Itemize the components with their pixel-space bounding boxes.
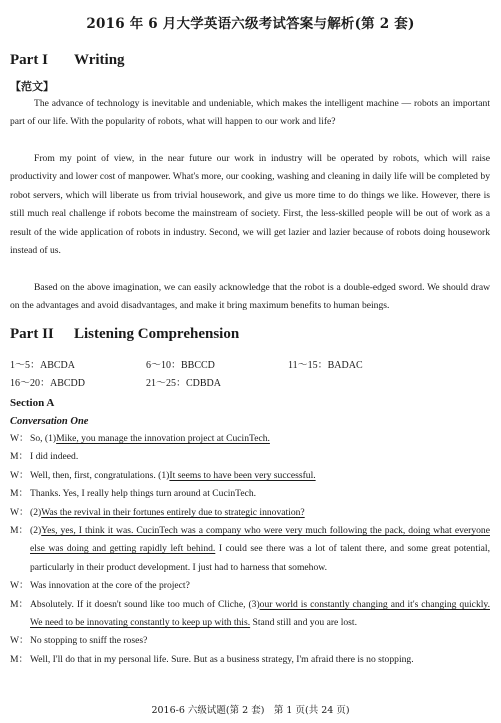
dialog xyxy=(10,430,490,669)
dialog-text: Was innovation at the core of the project? xyxy=(30,580,190,592)
page-footer: 2016-6 六级试题(第 2 套) 第 1 页(共 24 页) xyxy=(151,705,350,716)
answer-group: 11～15：BADAC xyxy=(288,360,363,371)
section-a-heading: Section A xyxy=(10,397,55,409)
speaker: M： xyxy=(10,653,29,665)
underlined-answer: Yes, yes, I think it was. CucinTech was a company who were very much following the pack, doing what everyone else was doing and getting rapidly left behind. xyxy=(30,525,490,555)
page-title: 2016 年 6 月大学英语六级考试答案与解析(第 2 套) xyxy=(86,16,415,32)
speaker: W： xyxy=(10,469,29,481)
dialog-line xyxy=(10,522,490,577)
dialog-text: Stand still and you are lost. xyxy=(250,617,357,629)
speaker: W： xyxy=(10,433,29,444)
dialog-line xyxy=(10,651,490,669)
dialog-text: (2) xyxy=(30,525,42,537)
dialog-text: Well, then, first, congratulations. (1) xyxy=(30,469,170,481)
dialog-line xyxy=(10,448,490,466)
answer-group: 6～10：BBCCD xyxy=(146,360,215,371)
dialog-line xyxy=(10,504,490,522)
conversation-heading: Conversation One xyxy=(10,416,89,427)
speaker: M： xyxy=(10,525,29,537)
part2-name: Listening Comprehension xyxy=(74,326,240,342)
essay-paragraph-1: The advance of technology is inevitable and undeniable, which makes the intelligent machine — robots an important part of our life. With the popularity of robots, what will happen to our work and life? xyxy=(10,98,490,128)
dialog-text: No stopping to sniff the roses? xyxy=(30,635,148,647)
dialog-text: Thanks. Yes, I really help things turn around at CucinTech. xyxy=(30,488,257,500)
dialog-text: Absolutely. If it doesn't sound like too much of Cliche, (3) xyxy=(30,598,260,610)
dialog-line xyxy=(10,430,490,448)
part2-heading xyxy=(10,326,239,343)
dialog-line xyxy=(10,596,490,633)
dialog-text: Well, I'll do that in my personal life. Sure. But as a business strategy, I'm afraid there is no stopping. xyxy=(30,653,414,665)
essay-paragraph-3: Based on the above imagination, we can easily acknowledge that the robot is a double-edged sword. We should draw on the advantages and avoid disadvantages, and make it bring maximum benefits to human beings. xyxy=(10,282,490,312)
underlined-answer: It seems to have been very successful. xyxy=(169,469,316,481)
answer-group: 16～20：ABCDD xyxy=(10,378,86,389)
underlined-answer: Mike, you manage the innovation project at CucinTech. xyxy=(56,433,270,444)
essay-paragraph-2: From my point of view, in the near future our work in industry will be operated by robots, which will raise productivity and lower cost of manpower. What's more, our cooking, washing and cleaning in daily life will be completed by robot servers, which will liberate us from trivial housework, and give us more time to do things we like. However, there is still much real challenge if robots become the mainstream of society. First, the less-skilled people will be out of work as a result of the wide application of robots in industry. Second, we will get lazier and lazier because of robots doing housework instead of us. xyxy=(10,153,490,257)
dialog-line xyxy=(10,485,490,503)
dialog-line xyxy=(10,632,490,650)
part1-name: Writing xyxy=(74,52,125,68)
dialog-text: I did indeed. xyxy=(30,451,79,463)
dialog-text: So, (1) xyxy=(30,433,57,444)
part2-number: Part II xyxy=(10,326,54,342)
dialog-text: (2) xyxy=(30,506,42,518)
dialog-line xyxy=(10,577,490,595)
dialog-text: I could see there was a lot of talent there, and some great potential, particularly in their product development. I just had to harness that somehow. xyxy=(30,543,490,573)
part1-heading xyxy=(10,52,125,69)
answer-group: 21～25：CDBDA xyxy=(146,378,222,389)
part1-number: Part I xyxy=(10,52,48,68)
speaker: M： xyxy=(10,598,29,610)
speaker: W： xyxy=(10,635,29,647)
underlined-answer: our world is constantly changing and it's changing quickly. We need to be innovating constantly to keep up with this. xyxy=(30,598,490,629)
underlined-answer: Was the revival in their fortunes entirely due to strategic innovation? xyxy=(41,506,305,518)
speaker: M： xyxy=(10,488,29,500)
model-essay-tag: 【范文】 xyxy=(10,80,54,93)
speaker: M： xyxy=(10,451,29,463)
speaker: W： xyxy=(10,506,29,518)
speaker: W： xyxy=(10,580,29,592)
answer-group: 1～5：ABCDA xyxy=(10,360,76,371)
dialog-line xyxy=(10,467,490,485)
